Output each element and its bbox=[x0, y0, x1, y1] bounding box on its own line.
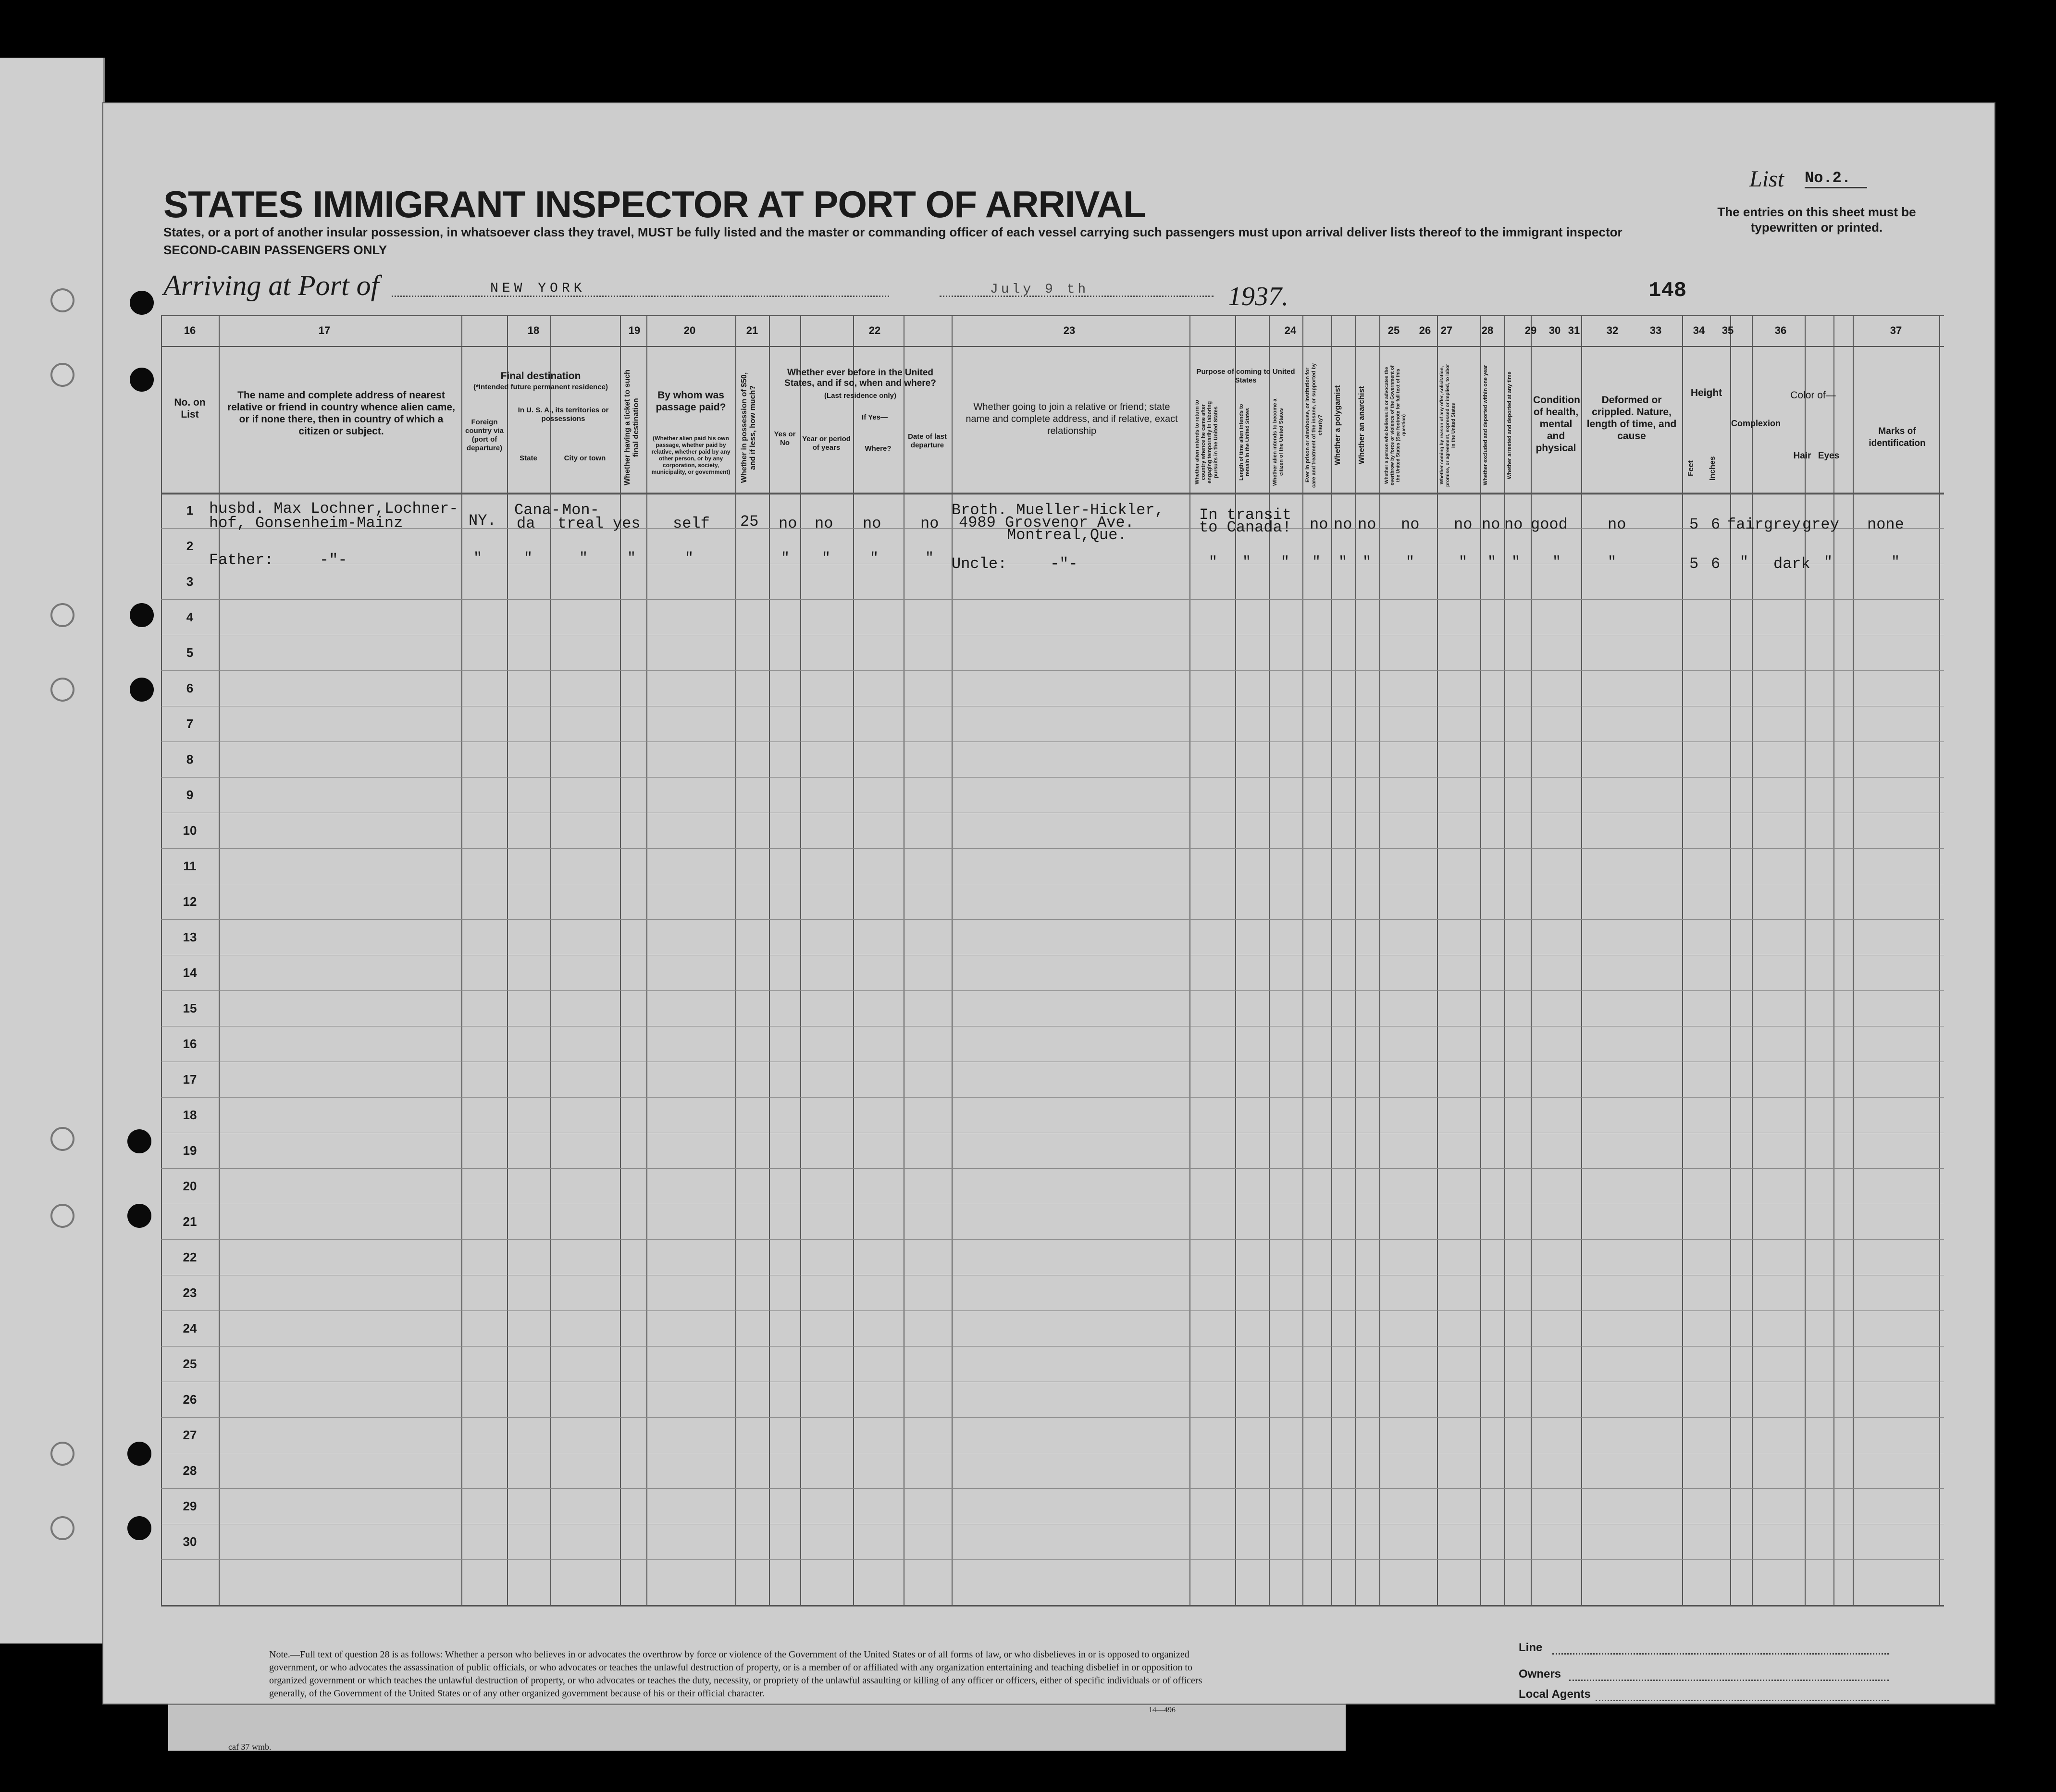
column-number: 35 bbox=[1722, 324, 1734, 336]
row-number: 27 bbox=[183, 1428, 197, 1442]
row-divider bbox=[161, 1097, 1944, 1098]
binder-hole-icon bbox=[127, 1516, 151, 1540]
owners-signature bbox=[1569, 1680, 1889, 1681]
column-number-rule bbox=[161, 346, 1944, 347]
typewriter-note: The entries on this sheet must be typewritten or printed. bbox=[1717, 205, 1916, 235]
ditto-mark: " bbox=[1459, 554, 1468, 570]
header-complexion: Complexion bbox=[1731, 419, 1781, 428]
column-rule bbox=[1833, 315, 1834, 1605]
header-paid-by: By whom was passage paid? bbox=[656, 390, 726, 413]
row-divider bbox=[161, 848, 1944, 849]
column-rule bbox=[1531, 315, 1532, 1605]
row-number: 4 bbox=[186, 610, 194, 624]
port-of-arrival: NEW YORK bbox=[490, 281, 586, 296]
local-agents-label: Local Agents bbox=[1519, 1688, 1591, 1701]
binder-hole-icon bbox=[50, 288, 74, 312]
header-money: Whether in possession of $50, and if less, how much? bbox=[740, 372, 757, 483]
header-purpose: Purpose of coming to United States bbox=[1196, 368, 1295, 384]
arriving-label: Arriving at Port of bbox=[163, 270, 379, 301]
header-year-period: Year or period of years bbox=[802, 435, 851, 452]
row-number: 15 bbox=[183, 1001, 197, 1015]
entry-anarchist: no bbox=[1358, 516, 1376, 533]
column-number: 37 bbox=[1890, 324, 1902, 336]
ditto-mark: " bbox=[1338, 554, 1348, 570]
row-number: 30 bbox=[183, 1534, 197, 1549]
entry-joining-ditto-row2: -"- bbox=[1050, 555, 1078, 573]
row-number: 3 bbox=[186, 574, 194, 589]
column-rule bbox=[1939, 315, 1940, 1605]
column-rule bbox=[800, 315, 801, 1605]
header-last-residence: (Last residence only) bbox=[824, 392, 897, 400]
entry-city-line1: Mon- bbox=[562, 501, 599, 519]
column-number: 20 bbox=[683, 324, 696, 336]
entry-relative-line1: husbd. Max Lochner,Lochner- bbox=[209, 500, 458, 518]
row-number: 25 bbox=[183, 1357, 197, 1371]
ditto-mark: " bbox=[627, 550, 636, 567]
entry-state-line1: Cana- bbox=[514, 501, 561, 519]
header-date-departure: Date of last departure bbox=[908, 433, 947, 449]
column-rule bbox=[646, 315, 647, 1605]
row-number: 2 bbox=[186, 539, 194, 553]
form-subtitle: States, or a port of another insular possession, in whatsoever class they travel, MUST be fully listed and the master or commanding officer of each vessel carrying such passengers must upon arrival deliver lists thereof to the immigrant inspector bbox=[163, 225, 1623, 239]
binder-hole-icon bbox=[130, 368, 154, 392]
row-number: 13 bbox=[183, 930, 197, 944]
entry-purpose-line1: In transit bbox=[1199, 506, 1292, 524]
header-marks: Marks of identification bbox=[1869, 426, 1926, 448]
header-purpose-citizen: Whether alien intends to become a citizen of the United States bbox=[1272, 398, 1284, 486]
entry-joining-line3: Montreal,Que. bbox=[1007, 526, 1127, 544]
header-yes-no: Yes or No bbox=[774, 430, 796, 447]
row-divider bbox=[161, 1168, 1944, 1169]
ditto-mark: " bbox=[1552, 554, 1561, 570]
arrival-year: 1937. bbox=[1228, 282, 1288, 311]
row-number: 5 bbox=[186, 645, 194, 660]
column-rule bbox=[1730, 315, 1731, 1605]
row-number: 6 bbox=[186, 681, 194, 695]
ditto-mark: " bbox=[1511, 554, 1521, 570]
ditto-mark: " bbox=[1312, 554, 1321, 570]
binder-hole-icon bbox=[130, 678, 154, 702]
ditto-mark: " bbox=[1242, 554, 1251, 570]
binder-hole-icon bbox=[127, 1442, 151, 1466]
header-paid-by-note: (Whether alien paid his own passage, whether paid by relative, whether paid by any other person, or by any corporation, society, municipality, or government) bbox=[651, 435, 731, 475]
column-number: 19 bbox=[628, 324, 641, 336]
entry-inches-row2: 6 bbox=[1711, 555, 1721, 573]
entry-question-31: no bbox=[1504, 516, 1523, 533]
column-rule bbox=[1504, 315, 1505, 1605]
header-eyes: Eyes bbox=[1818, 451, 1840, 461]
header-anarchist: Whether an anarchist bbox=[1358, 386, 1366, 465]
row-divider bbox=[161, 670, 1944, 671]
entry-ever-before: no bbox=[779, 515, 797, 532]
row-number: 24 bbox=[183, 1321, 197, 1335]
header-state: State bbox=[520, 454, 537, 462]
column-rule bbox=[1752, 315, 1753, 1605]
form-title: STATES IMMIGRANT INSPECTOR AT PORT OF ARRIVAL bbox=[163, 183, 1146, 225]
entry-year-period: no bbox=[815, 515, 833, 532]
entry-prison: no bbox=[1310, 516, 1328, 533]
row-number: 1 bbox=[186, 503, 194, 518]
entry-where: no bbox=[863, 515, 881, 532]
ditto-mark: " bbox=[685, 550, 694, 567]
row-number: 14 bbox=[183, 965, 197, 980]
row-number: 17 bbox=[183, 1072, 197, 1087]
entry-money: 25 bbox=[740, 513, 759, 531]
column-number: 28 bbox=[1481, 324, 1494, 336]
column-rule bbox=[1302, 315, 1303, 1605]
row-number: 11 bbox=[183, 859, 197, 873]
row-divider bbox=[161, 777, 1944, 778]
ditto-mark: " bbox=[1362, 554, 1372, 570]
column-number: 17 bbox=[318, 324, 331, 336]
column-rule bbox=[1805, 315, 1806, 1605]
ditto-mark: " bbox=[822, 550, 831, 567]
port-underline bbox=[392, 296, 889, 297]
entry-relative-row2: Father: bbox=[209, 551, 274, 569]
ditto-mark: " bbox=[524, 550, 533, 567]
row-divider bbox=[161, 919, 1944, 920]
page-number: 148 bbox=[1648, 279, 1687, 303]
list-label: List bbox=[1749, 166, 1784, 192]
row-number: 12 bbox=[183, 894, 197, 909]
header-hair: Hair bbox=[1793, 451, 1811, 461]
binder-hole-icon bbox=[50, 363, 74, 387]
ditto-mark: " bbox=[1406, 554, 1415, 570]
header-purpose-return: Whether alien intends to return to country whence he came after engaging temporarily in laboring pursuits in the United States bbox=[1194, 400, 1219, 485]
row-number: 7 bbox=[186, 717, 194, 731]
footnote-question-28: Note.—Full text of question 28 is as follows: Whether a person who believes in or advocates the overthrow by force or violence of the Government of the United States or of all forms of law, or who disbelieves in or is opposed to organized government, or who advocates the assassination of public officials, or who advocates or teaches the unlawful destruction of property, or is a member of or affiliated with any organization entertaining and teaching disbelief in or opposition to organized government or which teaches the unlawful destruction of property, or who advocates or teaches the duty, necessity, or propriety of the unlawful assaulting or killing of any officer or officers, either of specific individuals or of officers generally, of the Government of the United States or of any other organized government because of his or their official character. bbox=[269, 1649, 1202, 1699]
entry-departure: no bbox=[920, 515, 939, 532]
ditto-mark: " bbox=[579, 550, 588, 567]
entry-joining-line1: Broth. Mueller-Hickler, bbox=[952, 501, 1164, 519]
column-rule bbox=[1682, 315, 1683, 1605]
entry-foreign-country: NY. bbox=[469, 512, 496, 530]
column-rule bbox=[620, 315, 621, 1605]
row-number: 22 bbox=[183, 1250, 197, 1264]
entry-deformed: no bbox=[1608, 516, 1626, 533]
header-purpose-length: Length of time alien intends to remain in the United States bbox=[1239, 404, 1251, 481]
entry-relative-ditto-row2: -"- bbox=[320, 551, 347, 569]
entry-question-29: no bbox=[1454, 516, 1473, 533]
row-divider bbox=[161, 990, 1944, 991]
header-final-destination: Final destination bbox=[500, 371, 581, 382]
entry-marks: none bbox=[1867, 516, 1904, 533]
row-number: 29 bbox=[183, 1499, 197, 1513]
binder-hole-icon bbox=[50, 1127, 74, 1151]
column-rule bbox=[1437, 315, 1438, 1605]
binder-hole-icon bbox=[130, 603, 154, 627]
header-foreign-country: Foreign country via (port of departure) bbox=[465, 418, 504, 452]
column-rule bbox=[853, 315, 854, 1605]
column-number: 30 bbox=[1548, 324, 1561, 336]
row-number: 28 bbox=[183, 1463, 197, 1478]
header-question-31: Whether arrested and deported at any time bbox=[1507, 371, 1512, 479]
header-ever-before: Whether ever before in the United States, and if so, when and where? bbox=[784, 368, 936, 388]
entry-complexion: fair bbox=[1727, 516, 1764, 533]
column-number: 36 bbox=[1774, 324, 1787, 336]
column-rule bbox=[507, 315, 508, 1605]
form-class: SECOND-CABIN PASSENGERS ONLY bbox=[163, 243, 387, 257]
row-number: 8 bbox=[186, 752, 194, 766]
ditto-mark: " bbox=[870, 550, 879, 567]
entry-city-line2: treal bbox=[557, 515, 604, 532]
ditto-mark: " bbox=[1281, 554, 1290, 570]
column-rule bbox=[1189, 315, 1190, 1605]
column-rule bbox=[1853, 315, 1854, 1605]
binder-hole-icon bbox=[127, 1129, 151, 1153]
header-nearest-relative: The name and complete address of nearest relative or friend in country whence alien came, or if none there, then in country of which a citizen or subject. bbox=[227, 390, 455, 437]
column-rule bbox=[769, 315, 770, 1605]
ditto-mark: " bbox=[1891, 554, 1900, 570]
manifest-table bbox=[161, 315, 1944, 1605]
column-rule bbox=[1355, 315, 1356, 1605]
header-question-29: Whether coming by reason of any offer, solicitation, promise, or agreement, expressed or implied, to labor in the United States bbox=[1439, 364, 1456, 487]
header-deformed: Deformed or crippled. Nature, length of time, and cause bbox=[1586, 395, 1677, 442]
arrival-date: July 9 th bbox=[990, 282, 1089, 297]
row-divider bbox=[161, 1559, 1944, 1560]
column-rule bbox=[735, 315, 736, 1605]
binder-hole-icon bbox=[130, 291, 154, 315]
entry-feet-row2: 5 bbox=[1689, 555, 1699, 573]
binder-hole-icon bbox=[127, 1204, 151, 1228]
ditto-mark: " bbox=[1740, 554, 1749, 570]
row-divider bbox=[161, 1488, 1944, 1489]
column-number: 21 bbox=[746, 324, 758, 336]
row-divider bbox=[161, 1346, 1944, 1347]
row-number: 21 bbox=[183, 1214, 197, 1229]
entry-state-line2: da bbox=[517, 515, 535, 532]
ditto-mark: " bbox=[1824, 554, 1833, 570]
header-bottom-rule bbox=[161, 493, 1944, 494]
row-number: 9 bbox=[186, 788, 194, 802]
form-number: 14—496 bbox=[1149, 1706, 1176, 1714]
column-rule bbox=[1331, 315, 1332, 1605]
binder-hole-icon bbox=[50, 603, 74, 627]
table-top-rule bbox=[161, 315, 1944, 316]
header-polygamist: Whether a polygamist bbox=[1334, 385, 1342, 466]
header-prison: Ever in prison or almshouse, or institution for care and treatment of the insane, or supported by charity? bbox=[1305, 363, 1323, 488]
table-bottom-rule bbox=[161, 1605, 1944, 1607]
column-number: 29 bbox=[1524, 324, 1537, 336]
column-number: 33 bbox=[1649, 324, 1662, 336]
column-number: 18 bbox=[527, 324, 540, 336]
ditto-mark: " bbox=[925, 550, 934, 567]
header-joining-relative: Whether going to join a relative or friend; state name and complete address, and if relative, exact relationship bbox=[966, 402, 1178, 436]
row-number: 19 bbox=[183, 1143, 197, 1158]
header-inches: Inches bbox=[1709, 456, 1717, 481]
header-condition: Condition of health, mental and physical bbox=[1533, 395, 1580, 454]
row-divider bbox=[161, 1417, 1944, 1418]
print-reference: caf 37 wmb. bbox=[228, 1742, 272, 1752]
entry-relative-line2: hof, Gonsenheim-Mainz bbox=[209, 514, 403, 532]
entry-question-30: no bbox=[1482, 516, 1500, 533]
row-divider bbox=[161, 1239, 1944, 1240]
row-divider bbox=[161, 1310, 1944, 1311]
row-number: 10 bbox=[183, 823, 197, 838]
entry-purpose-line2: to Canada! bbox=[1199, 519, 1292, 536]
list-number: No.2. bbox=[1805, 169, 1867, 188]
column-number: 26 bbox=[1419, 324, 1431, 336]
column-number: 32 bbox=[1606, 324, 1619, 336]
ditto-mark: " bbox=[1608, 554, 1617, 570]
row-number: 20 bbox=[183, 1179, 197, 1193]
header-city: City or town bbox=[564, 454, 606, 462]
header-in-usa: In U. S. A., its territories or possessions bbox=[518, 406, 609, 423]
row-number: 16 bbox=[183, 1037, 197, 1051]
header-ticket: Whether having a ticket to such final destination bbox=[623, 370, 640, 486]
column-number: 31 bbox=[1568, 324, 1580, 336]
column-number: 16 bbox=[184, 324, 196, 336]
ditto-mark: " bbox=[473, 550, 483, 567]
local-agents-signature bbox=[1596, 1700, 1889, 1701]
entry-inches: 6 bbox=[1711, 516, 1721, 533]
column-rule bbox=[461, 315, 462, 1605]
owners-label: Owners bbox=[1519, 1668, 1561, 1681]
binder-hole-icon bbox=[50, 1516, 74, 1540]
column-number: 27 bbox=[1440, 324, 1453, 336]
row-number: 26 bbox=[183, 1392, 197, 1407]
header-height: Height bbox=[1690, 387, 1722, 398]
ditto-mark: " bbox=[1487, 554, 1497, 570]
row-number: 18 bbox=[183, 1108, 197, 1122]
header-where: Where? bbox=[865, 445, 892, 453]
entry-hair: grey bbox=[1764, 516, 1801, 533]
header-no-on-list: No. on List bbox=[174, 397, 206, 420]
line-label: Line bbox=[1519, 1641, 1543, 1654]
header-final-destination-note: (*Intended future permanent residence) bbox=[473, 383, 608, 391]
entry-joining-row2: Uncle: bbox=[952, 555, 1007, 573]
column-number: 34 bbox=[1693, 324, 1705, 336]
column-number: 22 bbox=[868, 324, 881, 336]
entry-health: good bbox=[1531, 516, 1568, 533]
entry-feet: 5 bbox=[1689, 516, 1699, 533]
column-number: 23 bbox=[1063, 324, 1076, 336]
binder-hole-icon bbox=[50, 1204, 74, 1228]
entry-paid-by: self bbox=[673, 515, 710, 532]
column-rule bbox=[1480, 315, 1481, 1605]
ditto-mark: " bbox=[781, 550, 790, 567]
row-number: 23 bbox=[183, 1285, 197, 1300]
header-question-28: Whether a person who believes in or advocates the overthrow by force or violence of the Government of the United States (See footnote for full text of this question) bbox=[1384, 365, 1407, 485]
ditto-mark: " bbox=[1209, 554, 1218, 570]
entry-polygamist: no bbox=[1334, 516, 1352, 533]
header-color-of: Color of— bbox=[1790, 390, 1836, 401]
line-signature bbox=[1552, 1653, 1889, 1655]
column-rule bbox=[1581, 315, 1582, 1605]
header-if-yes: If Yes— bbox=[862, 413, 888, 421]
entry-question-28: no bbox=[1401, 516, 1420, 533]
entry-joining-line2: 4989 Grosvenor Ave. bbox=[959, 514, 1134, 531]
header-question-30: Whether excluded and deported within one year bbox=[1483, 365, 1488, 486]
column-rule bbox=[1379, 315, 1380, 1605]
entry-eyes: grey bbox=[1802, 516, 1839, 533]
row-divider bbox=[161, 599, 1944, 600]
column-number: 25 bbox=[1387, 324, 1400, 336]
column-number: 24 bbox=[1284, 324, 1297, 336]
entry-hair-row2: dark bbox=[1773, 555, 1810, 573]
binder-hole-icon bbox=[50, 1442, 74, 1466]
header-feet: Feet bbox=[1687, 460, 1695, 477]
entry-ticket: yes bbox=[613, 515, 641, 532]
binder-hole-icon bbox=[50, 678, 74, 702]
